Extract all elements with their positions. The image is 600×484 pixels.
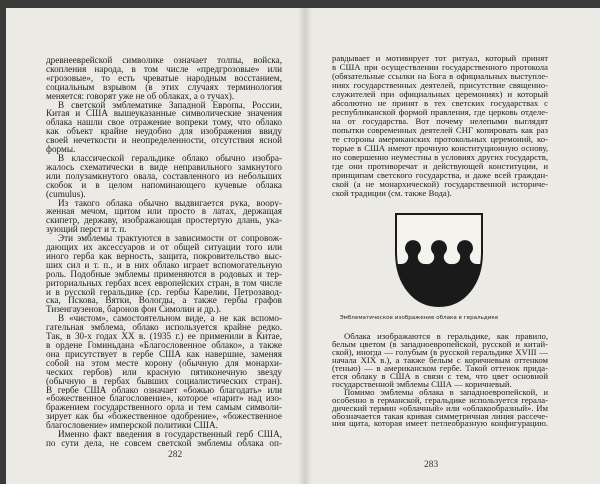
text-line: Эти эмблемы трактуются в зависимости от сопровож- (58, 234, 282, 244)
text-line: равдывает и мотивирует тот ритуал, который принят (332, 54, 548, 63)
text-line: ниях государственных деятелей, присутствие священно- (332, 81, 548, 90)
text-line: В «чистом», самостоятельном виде, а не как вспомо- (58, 314, 282, 324)
text-line: Так, в 30-х годах XX в. (1935 г.) ее применили в Китае, (46, 332, 282, 341)
text-line: принципам светского государства, и даже всей граждан- (332, 171, 548, 180)
text-line: скопления народа, в том числе «предгрозовые» или (46, 64, 282, 74)
text-line: Именно факт введения в государственный герб США, (58, 430, 282, 439)
text-line: как объект крайне неудобно для изображения ввиду (46, 127, 282, 137)
text-line: бражением государственного орла и тем самым символи- (46, 403, 282, 413)
text-line: древнееврейской символике означает толпы, войска, (46, 56, 282, 65)
text-line: зующий перст и т. п. (46, 225, 127, 235)
figure-caption: Эмблематическое изображение облака в геральдике (339, 315, 499, 321)
text-line: облака нашли свое отражение вопреки тому, что облако (46, 118, 282, 128)
text-line: роль. Подобные эмблемы применяются в родовых и тер- (46, 269, 282, 279)
text-line: попытки современных деятелей СНГ копировать как раз (332, 126, 548, 135)
text-line: государственной эмблемы США — коричневый. (332, 380, 512, 389)
page-number-left: 282 (168, 450, 183, 460)
text-line: или полузамкнутого овала, составленного из небольших (46, 171, 282, 181)
text-line: Тизенгаузенов, баронов фон Симолин и др.). (46, 305, 222, 315)
text-line: обозначается такая кривая симметричная линия рассече- (332, 412, 548, 421)
text-line: ших сил и т. п., и в них облако играет вспомогательную (46, 260, 282, 270)
text-line: абсолютно не принят в тех светских государствах с (332, 99, 548, 108)
paragraph (46, 430, 282, 448)
text-line: благословение» имперской политики США. (46, 421, 218, 431)
text-line: В светской эмблематике Западной Европы, России, (58, 100, 282, 110)
text-line: своей нечеткости и неопределенности, отсутствия ясной (46, 136, 282, 146)
text-line: дический термин «облачный» или «облакообразный». Им (332, 404, 548, 413)
page-number-right: 283 (424, 460, 439, 470)
text-line: ется облаку в США в связи с тем, что цвет основной (332, 372, 548, 381)
text-line: ния щита, которая имеет петлеобразную конфигурацию. (332, 420, 548, 429)
text-line: ской), иногда — голубым (в русской геральдике XVIII — (332, 348, 548, 357)
text-line: белым цветом (в западноевропейской, русской и китай- (332, 340, 548, 349)
text-line: скобок и в целом напоминающего кучевые облака (46, 180, 282, 190)
text-line: в США при осуществлении государственного протокола (332, 63, 548, 72)
text-line: она присутствует в гербе США как навершие, заменяя (46, 349, 282, 359)
text-line: и в русской геральдике (ср. гербы Карелии, Петрозавод- (46, 287, 282, 297)
text-line: собой на этом месте корону (обычную для монархи- (46, 358, 282, 368)
text-line: риториальных гербах всех европейских стран, в том числе (46, 278, 282, 288)
cloud-shield-emblem-icon (394, 212, 484, 308)
text-line: (обычную в гербах бывших социалистических стран). (46, 376, 282, 386)
paragraph (46, 154, 282, 199)
text-line: ской (а не монархической) государственной историче- (332, 180, 548, 189)
paragraph (46, 56, 282, 101)
text-line: зирует как бы «божественное одобрение», «божественное (46, 412, 282, 422)
paragraph (46, 234, 282, 314)
left-page-text (46, 56, 282, 448)
text-line: Помимо эмблемы облака в западноевропейской, и (344, 388, 548, 397)
paragraph (332, 333, 548, 389)
text-line: В гербе США облако означает «божью благодать» или (46, 385, 282, 395)
text-line: В классической геральдике облако обычно изобра- (58, 153, 282, 163)
right-page-bottom-text (332, 333, 548, 428)
text-line: на от государства. Вот почему нелепыми выглядят (332, 117, 548, 126)
text-line: республиканской формой правления, где церковь отделе- (332, 108, 548, 117)
paragraph (46, 314, 282, 430)
book-gutter (298, 8, 312, 484)
text-line: ской традиции (см. также Вода). (332, 189, 452, 198)
text-line: дающих их аксессуаров и от общей ситуации того или (46, 243, 282, 252)
text-line: «грозовые», то есть чреватые народным восстанием, (46, 73, 282, 83)
text-line: женная мечом, щитом или просто в латах, держащая (46, 207, 282, 217)
text-line: меняется: говорят уже не об облаках, а о тучах). (46, 91, 235, 101)
text-line: по сути дела, не совсем светской эмблемы облака оп- (46, 438, 282, 448)
paragraph (46, 101, 282, 154)
paragraph (332, 54, 548, 198)
text-line: иного герба как верность, защита, покровительство выс- (46, 251, 282, 261)
text-line: скипетр, державу, изображающая простертую длань, ука- (46, 216, 282, 226)
text-line: гательная эмблема, облако используется крайне редко. (46, 323, 282, 333)
text-line: те стороны американских протокольных церемоний, ко- (332, 135, 548, 144)
text-line: (обязательные ссылки на Бога в официальных выступле- (332, 72, 548, 81)
text-line: но совершенно неуместны в условиях других государств, (332, 153, 548, 162)
text-line: социальным взрывом (в этих случаях терминология (46, 82, 282, 92)
text-line: Облака изображаются в геральдике, как правило, (344, 333, 548, 341)
text-line: начала XIX в.), а также белым с коричневым оттенком (332, 356, 548, 365)
text-line: ска, Пскова, Вятки, Вологды, а также гербы графов (46, 296, 282, 306)
text-line: жалось схематически в виде неправильного замкнутого (46, 162, 282, 172)
text-line: Из такого облака обычно выдвигается рука, воору- (58, 198, 282, 208)
text-line: где они противоречат и действующей конституции, и (332, 162, 548, 171)
text-line: торые в США имеют прочную конституционную основу, (332, 144, 548, 153)
text-line: особенно в германской, геральдике используется герала- (332, 396, 548, 405)
text-line: служителей при официальных церемониях) и который (332, 90, 548, 99)
text-line: ческих гербов) или красную пятиконечную звезду (46, 367, 282, 377)
text-line: формы. (46, 145, 76, 154)
text-line: «божественное благословение», которое «парит» над изо- (46, 394, 282, 404)
paragraph (46, 199, 282, 235)
text-line: (cumulus). (46, 189, 86, 199)
paragraph (332, 389, 548, 429)
text-line: (тенью) — в американском гербе. Такой оттенок прида- (332, 364, 548, 373)
right-page-top-text (332, 54, 548, 198)
text-line: в ордене Гоминьдана «Благословенное облако», а также (46, 341, 282, 350)
text-line: Китая и США вышеуказанные символические значения (46, 109, 282, 119)
